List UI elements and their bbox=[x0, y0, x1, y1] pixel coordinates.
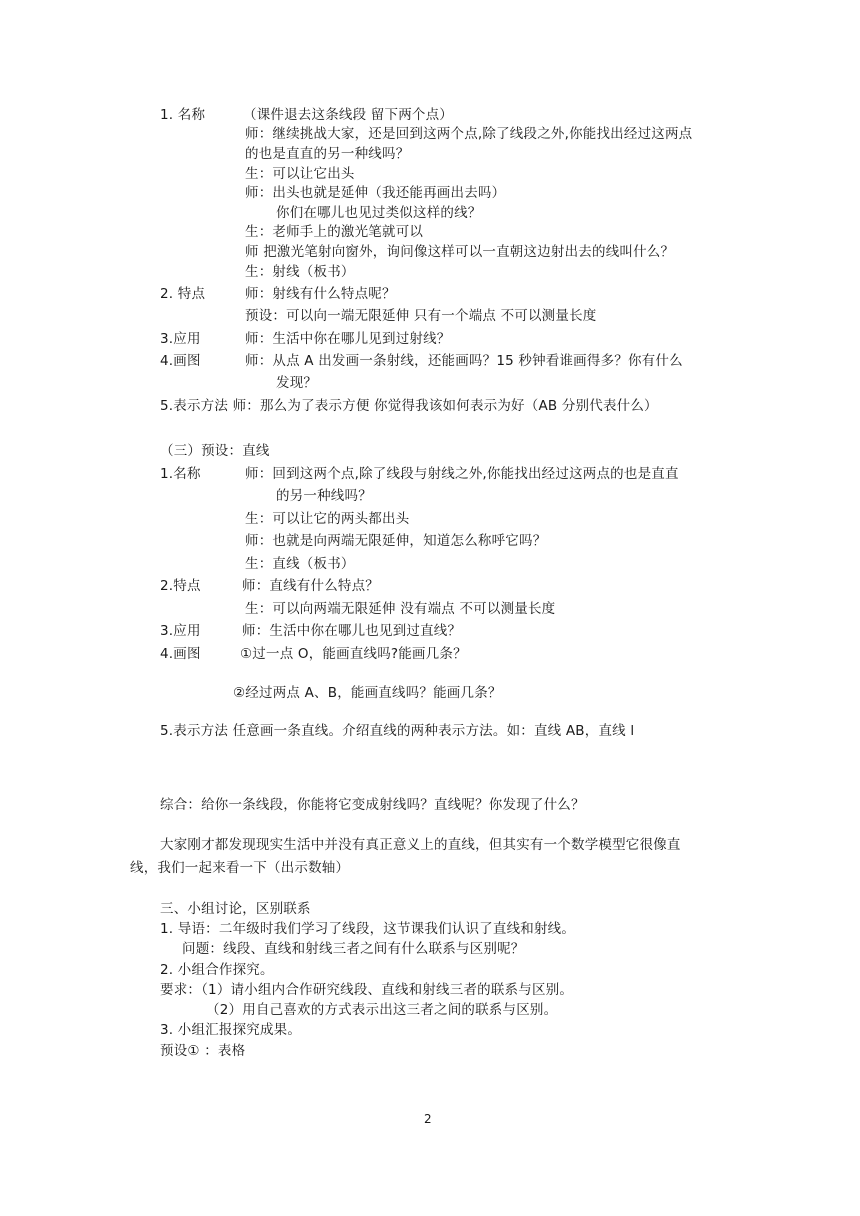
text-line: 师：生活中你在哪儿也见到过直线？ bbox=[242, 623, 462, 639]
text-line: 问题：线段、直线和射线三者之间有什么联系与区别呢？ bbox=[182, 941, 525, 957]
text-line: 1. 导语：二年级时我们学习了线段，这节课我们认识了直线和射线。 bbox=[160, 921, 576, 937]
text-line: 师：继续挑战大家，还是回到这两个点,除了线段之外,你能找出经过这两点 bbox=[245, 126, 693, 142]
text-line: 生：可以让它的两头都出头 bbox=[245, 511, 410, 527]
text-line: 5.表示方法 任意画一条直线。介绍直线的两种表示方法。如：直线 AB，直线 l bbox=[160, 723, 635, 739]
text-line: 生：可以向两端无限延伸 没有端点 不可以测量长度 bbox=[245, 601, 556, 617]
text-line: 要求：（1）请小组内合作研究线段、直线和射线三者的联系与区别。 bbox=[160, 982, 574, 998]
page-number: 2 bbox=[424, 1112, 432, 1126]
section-heading: 3.应用 bbox=[160, 331, 201, 347]
text-line: （2）用自己喜欢的方式表示出这三者之间的联系与区别。 bbox=[206, 1002, 558, 1018]
text-line: 生：射线（板书） bbox=[245, 264, 355, 280]
text-line: ①过一点 O，能画直线吗?能画几条？ bbox=[240, 646, 467, 662]
text-line: 综合：给你一条线段，你能将它变成射线吗？直线呢？你发现了什么？ bbox=[160, 797, 585, 813]
section-heading: （三）预设：直线 bbox=[160, 443, 270, 459]
text-line: 预设① ：表格 bbox=[160, 1043, 246, 1059]
text-line: 的另一种线吗？ bbox=[276, 488, 372, 504]
text-line: 生：老师手上的激光笔就可以 bbox=[245, 224, 424, 240]
text-line: 生：直线（板书） bbox=[245, 556, 355, 572]
text-line: 线，我们一起来看一下（出示数轴） bbox=[130, 860, 350, 876]
text-line: 2. 小组合作探究。 bbox=[160, 962, 274, 978]
text-line: 你们在哪儿也见过类似这样的线？ bbox=[276, 205, 482, 221]
text-line: 大家刚才都发现现实生活中并没有真正意义上的直线，但其实有一个数学模型它很像直 bbox=[160, 837, 681, 853]
text-line: 的也是直直的另一种线吗？ bbox=[245, 146, 410, 162]
section-heading: 4.画图 bbox=[160, 353, 201, 369]
text-line: 预设：可以向一端无限延伸 只有一个端点 不可以测量长度 bbox=[245, 308, 597, 324]
text-line: 师：射线有什么特点呢？ bbox=[245, 286, 396, 302]
text-line: 师：回到这两个点,除了线段与射线之外,你能找出经过这两点的也是直直 bbox=[245, 466, 679, 482]
section-heading: 4.画图 bbox=[160, 646, 201, 662]
text-line: 生：可以让它出头 bbox=[245, 166, 355, 182]
text-line: （课件退去这条线段 留下两个点） bbox=[243, 107, 453, 123]
text-line: 3. 小组汇报探究成果。 bbox=[160, 1022, 302, 1038]
text-line: 发现？ bbox=[276, 375, 318, 391]
text-line: 师：也就是向两端无限延伸，知道怎么称呼它吗？ bbox=[245, 533, 547, 549]
section-heading: 2.特点 bbox=[160, 578, 201, 594]
text-line: 5.表示方法 师：那么为了表示方便 你觉得我该如何表示为好（AB 分别代表什么） bbox=[160, 398, 658, 414]
text-line: 师：直线有什么特点？ bbox=[242, 578, 379, 594]
section-heading: 三、小组讨论，区别联系 bbox=[160, 901, 311, 917]
text-line: 师：从点 A 出发画一条射线，还能画吗？15 秒钟看谁画得多？你有什么 bbox=[245, 353, 683, 369]
text-line: ②经过两点 A、B，能画直线吗？能画几条？ bbox=[233, 685, 502, 701]
text-line: 师：生活中你在哪儿见到过射线？ bbox=[245, 331, 451, 347]
section-heading: 3.应用 bbox=[160, 623, 201, 639]
section-heading: 2. 特点 bbox=[160, 286, 206, 302]
section-heading: 1.名称 bbox=[160, 466, 201, 482]
text-line: 师 把激光笔射向窗外，询问像这样可以一直朝这边射出去的线叫什么？ bbox=[245, 244, 675, 260]
section-heading: 1. 名称 bbox=[160, 107, 206, 123]
text-line: 师：出头也就是延伸（我还能再画出去吗） bbox=[245, 185, 506, 201]
